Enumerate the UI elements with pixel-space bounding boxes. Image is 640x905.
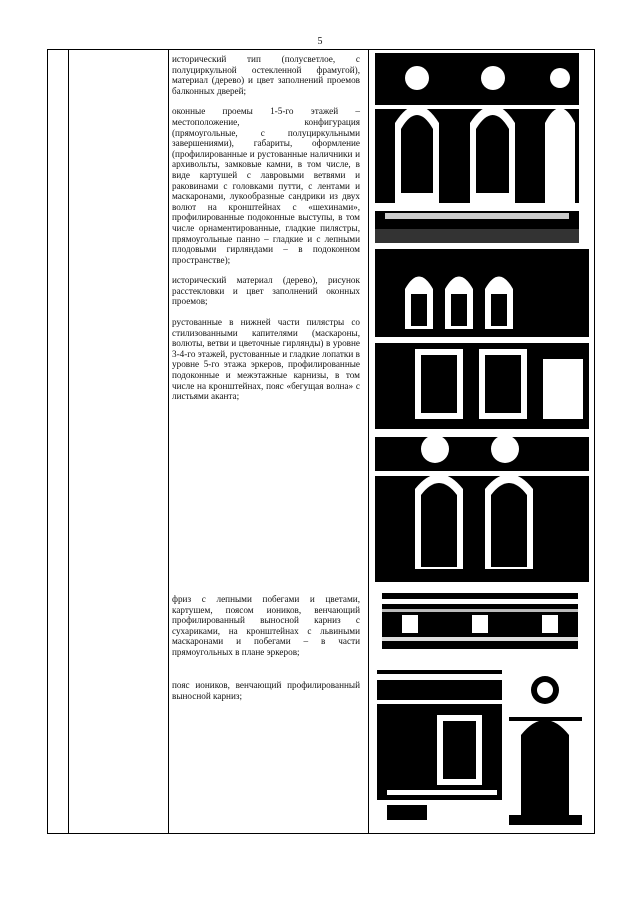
paragraph-frieze: фриз с лепными побегами и цветами, картушем, поясом иоников, венчающий профилированный выносной карниз с сухариками, на кронштейнах с львиными маскаронами и побегами – в части прямоугольных в плане эркеров; (172, 594, 360, 657)
facade-photo-cornice-left (377, 670, 502, 825)
facade-photo-frieze (382, 593, 578, 649)
paragraph-window-material: исторический материал (дерево), рисунок расстекловки и цвет заполнений оконных проемов; (172, 275, 360, 307)
document-table (47, 49, 595, 834)
facade-photo-cornice-right (509, 665, 582, 825)
column-divider (168, 50, 169, 833)
paragraph-balcony-doors: исторический тип (полусветлое, с полуциркульной остекленной фрамугой), материал (дерево) и цвет заполнений проемов балконных дверей; (172, 54, 360, 96)
facade-photo-balcony (375, 53, 579, 243)
facade-photo-windows (375, 249, 589, 582)
page-number: 5 (317, 36, 323, 47)
paragraph-window-openings: оконные проемы 1-5-го этажей – местоположение, конфигурация (прямоугольные, с полуциркульными завершениями), габариты, оформление (профилированные и рустованные наличники и архивольты, замковые камни, в том числе, в виде картушей с лавровыми ветвями и раковинами с головками путти, с лентами и маскаронами, лукообразные сандрики из двух волют на кронштейнах с «шехинами», профилированные подоконные выступы, в том числе орнаментированные, гладкие пилястры, прямоугольные панно – гладкие и с лепными плодовыми гирляндами – в подоконном пространстве); (172, 106, 360, 265)
column-divider (368, 50, 369, 833)
paragraph-pilasters: рустованные в нижней части пилястры со стилизованными капителями (маскароны, волюты, ветви и цветочные гирлянды) в уровне 3-4-го этажей, рустованные и гладкие лопатки в уровне 5-го этажа эркеров, профилированные подоконные и межэтажные карнизы, в том числе на кронштейнах, пояс «бегущая волна» с листьями аканта; (172, 317, 360, 402)
paragraph-ionic-belt: пояс иоников, венчающий профилированный выносной карниз; (172, 680, 360, 701)
column-divider (68, 50, 69, 833)
description-column (172, 54, 360, 412)
